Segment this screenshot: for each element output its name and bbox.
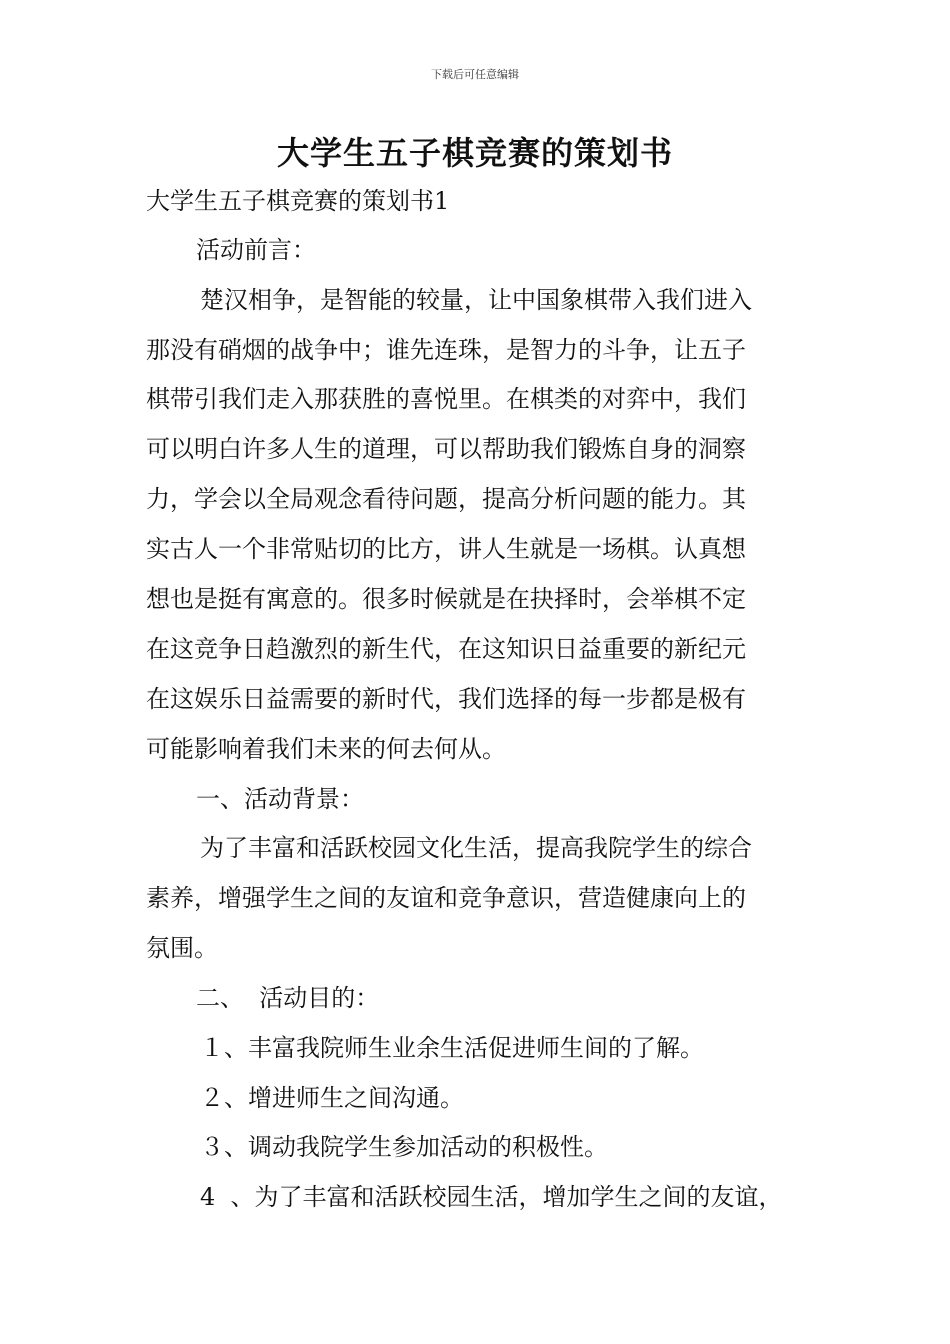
preface-line: 在这竞争日趋激烈的新生代，在这知识日益重要的新纪元 xyxy=(146,635,746,663)
preface-line: 实古人一个非常贴切的比方，讲人生就是一场棋。认真想 xyxy=(146,535,746,563)
preface-line: 可能影响着我们未来的何去何从。 xyxy=(146,735,506,763)
header-note: 下载后可任意编辑 xyxy=(431,68,519,81)
preface-line: 棋带引我们走入那获胜的喜悦里。在棋类的对弈中，我们 xyxy=(146,385,746,413)
section2-item: 4 、为了丰富和活跃校园生活，增加学生之间的友谊， xyxy=(200,1183,783,1211)
section1-line: 素养，增强学生之间的友谊和竞争意识，营造健康向上的 xyxy=(146,884,746,912)
preface-line: 在这娱乐日益需要的新时代，我们选择的每一步都是极有 xyxy=(146,685,746,713)
section2-heading: 二、 活动目的： xyxy=(196,984,380,1012)
preface-line: 可以明白许多人生的道理，可以帮助我们锻炼自身的洞察 xyxy=(146,435,746,463)
document-subtitle: 大学生五子棋竞赛的策划书1 xyxy=(146,187,450,215)
section1-line: 为了丰富和活跃校园文化生活，提高我院学生的综合 xyxy=(200,834,752,862)
section2-item: ３、调动我院学生参加活动的积极性。 xyxy=(200,1133,608,1161)
section2-item: ２、增进师生之间沟通。 xyxy=(200,1084,464,1112)
preface-line: 想也是挺有寓意的。很多时候就是在抉择时，会举棋不定 xyxy=(146,585,746,613)
section1-line: 氛围。 xyxy=(146,934,218,962)
preface-line: 力，学会以全局观念看待问题，提高分析问题的能力。其 xyxy=(146,485,746,513)
preface-line: 那没有硝烟的战争中；谁先连珠，是智力的斗争，让五子 xyxy=(146,336,746,364)
preface-line: 楚汉相争，是智能的较量，让中国象棋带入我们进入 xyxy=(200,286,752,314)
section1-heading: 一、活动背景： xyxy=(196,785,364,813)
section2-item: １、丰富我院师生业余生活促进师生间的了解。 xyxy=(200,1034,704,1062)
preface-heading: 活动前言： xyxy=(196,236,316,264)
document-title: 大学生五子棋竞赛的策划书 xyxy=(276,134,673,172)
